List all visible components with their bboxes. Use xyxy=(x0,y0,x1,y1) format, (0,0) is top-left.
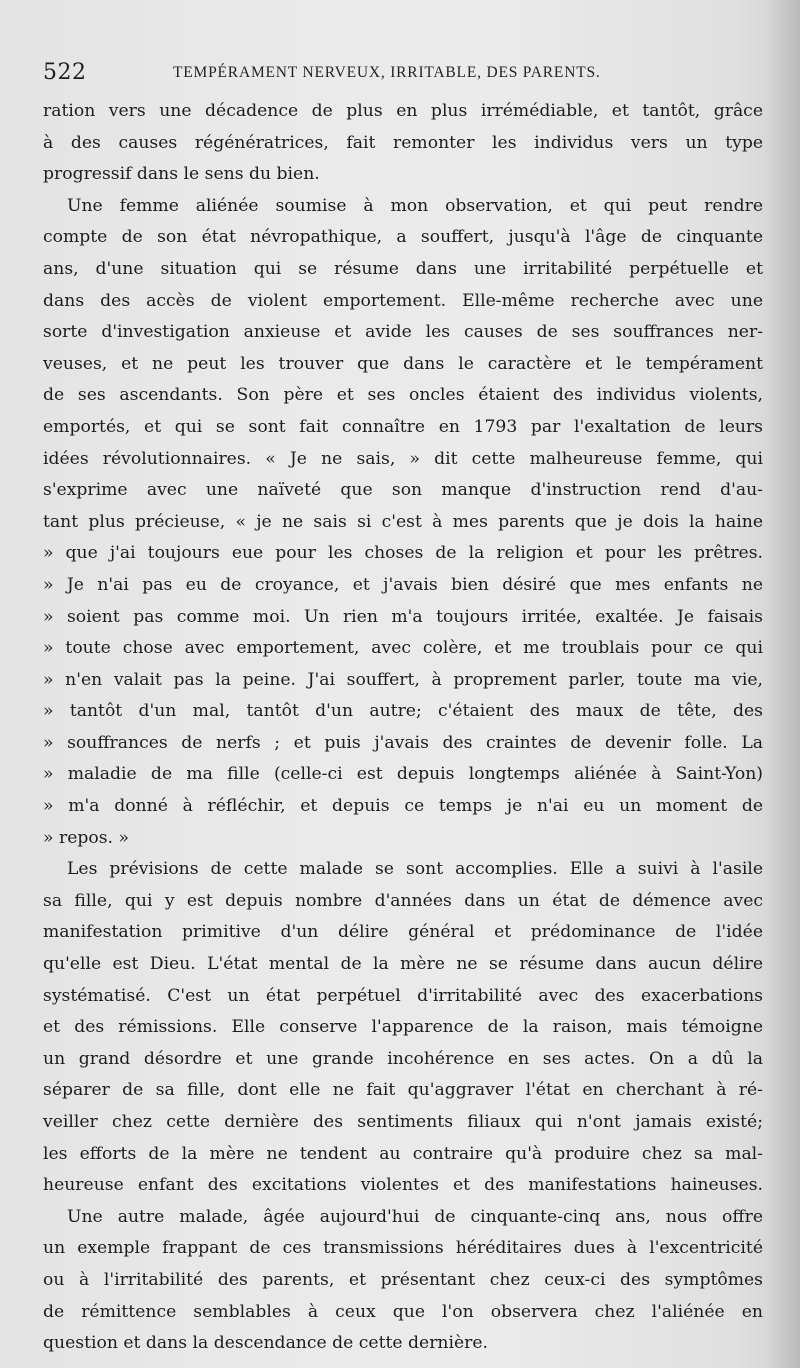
text-line: » maladie de ma fille (celle-ci est depuis longtemps aliénée à Saint-Yon) xyxy=(43,764,763,785)
body-text xyxy=(43,96,763,1360)
text-line: » souffrances de nerfs ; et puis j'avais des craintes de devenir folle. La xyxy=(43,732,763,753)
text-line: ou à l'irritabilité des parents, et présentant chez ceux-ci des symptômes xyxy=(43,1269,763,1290)
text-line: qu'elle est Dieu. L'état mental de la mère ne se résume dans aucun délire xyxy=(43,954,763,975)
text-line: » tantôt d'un mal, tantôt d'un autre; c'étaient des maux de tête, des xyxy=(43,701,763,722)
text-line: Les prévisions de cette malade se sont accomplies. Elle a suivi à l'asile xyxy=(67,859,763,880)
page-number: 522 xyxy=(43,60,87,85)
text-line: ration vers une décadence de plus en plus irrémédiable, et tantôt, grâce xyxy=(43,101,763,121)
text-line: compte de son état névropathique, a souffert, jusqu'à l'âge de cinquante xyxy=(43,227,763,248)
text-line: » repos. » xyxy=(43,827,129,848)
text-line: sa fille, qui y est depuis nombre d'années dans un état de démence avec xyxy=(43,890,763,911)
text-line: veiller chez cette dernière des sentiments filiaux qui n'ont jamais existé; xyxy=(43,1112,763,1132)
text-line: progressif dans le sens du bien. xyxy=(43,164,320,185)
text-line: emportés, et qui se sont fait connaître en 1793 par l'exaltation de leurs xyxy=(43,416,763,437)
text-line: sorte d'investigation anxieuse et avide les causes de ses souffrances ner- xyxy=(43,322,763,343)
page-header xyxy=(43,60,763,90)
text-line: manifestation primitive d'un délire général et prédominance de l'idée xyxy=(43,922,763,943)
text-line: et des rémissions. Elle conserve l'apparence de la raison, mais témoigne xyxy=(43,1017,763,1038)
text-line: » toute chose avec emportement, avec colère, et me troublais pour ce qui xyxy=(43,638,763,659)
text-line: » que j'ai toujours eue pour les choses de la religion et pour les prêtres. xyxy=(43,543,763,564)
running-title: TEMPÉRAMENT NERVEUX, IRRITABLE, DES PARENTS. xyxy=(173,64,601,81)
text-line: à des causes régénératrices, fait remonter les individus vers un type xyxy=(43,132,763,153)
text-line: un exemple frappant de ces transmissions héréditaires dues à l'excentricité xyxy=(43,1238,763,1259)
text-line: Une femme aliénée soumise à mon observation, et qui peut rendre xyxy=(67,195,763,216)
text-line: question et dans la descendance de cette dernière. xyxy=(43,1333,489,1354)
text-line: » n'en valait pas la peine. J'ai souffert, à proprement parler, toute ma vie, xyxy=(43,669,763,690)
text-line: ans, d'une situation qui se résume dans une irritabilité perpétuelle et xyxy=(43,258,763,279)
text-line: de rémittence semblables à ceux que l'on observera chez l'aliénée en xyxy=(43,1301,763,1322)
text-line: s'exprime avec une naïveté que son manque d'instruction rend d'au- xyxy=(43,480,763,501)
text-line: systématisé. C'est un état perpétuel d'irritabilité avec des exacerbations xyxy=(43,985,763,1006)
text-line: de ses ascendants. Son père et ses oncles étaient des individus violents, xyxy=(43,385,763,406)
text-line: séparer de sa fille, dont elle ne fait qu'aggraver l'état en cherchant à ré- xyxy=(43,1080,763,1101)
text-line: veuses, et ne peut les trouver que dans le caractère et le tempérament xyxy=(43,353,763,374)
text-line: dans des accès de violent emportement. Elle-même recherche avec une xyxy=(43,290,763,311)
text-line: un grand désordre et une grande incohérence en ses actes. On a dû la xyxy=(43,1048,763,1069)
text-line: tant plus précieuse, « je ne sais si c'est à mes parents que je dois la haine xyxy=(43,511,763,532)
text-line: les efforts de la mère ne tendent au contraire qu'à produire chez sa mal- xyxy=(43,1143,763,1164)
text-line: heureuse enfant des excitations violentes et des manifestations haineuses. xyxy=(43,1175,763,1196)
text-line: Une autre malade, âgée aujourd'hui de cinquante-cinq ans, nous offre xyxy=(67,1206,763,1227)
text-line: » Je n'ai pas eu de croyance, et j'avais bien désiré que mes enfants ne xyxy=(43,574,763,595)
text-line: » m'a donné à réfléchir, et depuis ce temps je n'ai eu un moment de xyxy=(43,796,763,817)
text-line: idées révolutionnaires. « Je ne sais, » dit cette malheureuse femme, qui xyxy=(43,448,763,469)
text-line: » soient pas comme moi. Un rien m'a toujours irritée, exaltée. Je faisais xyxy=(43,606,763,627)
